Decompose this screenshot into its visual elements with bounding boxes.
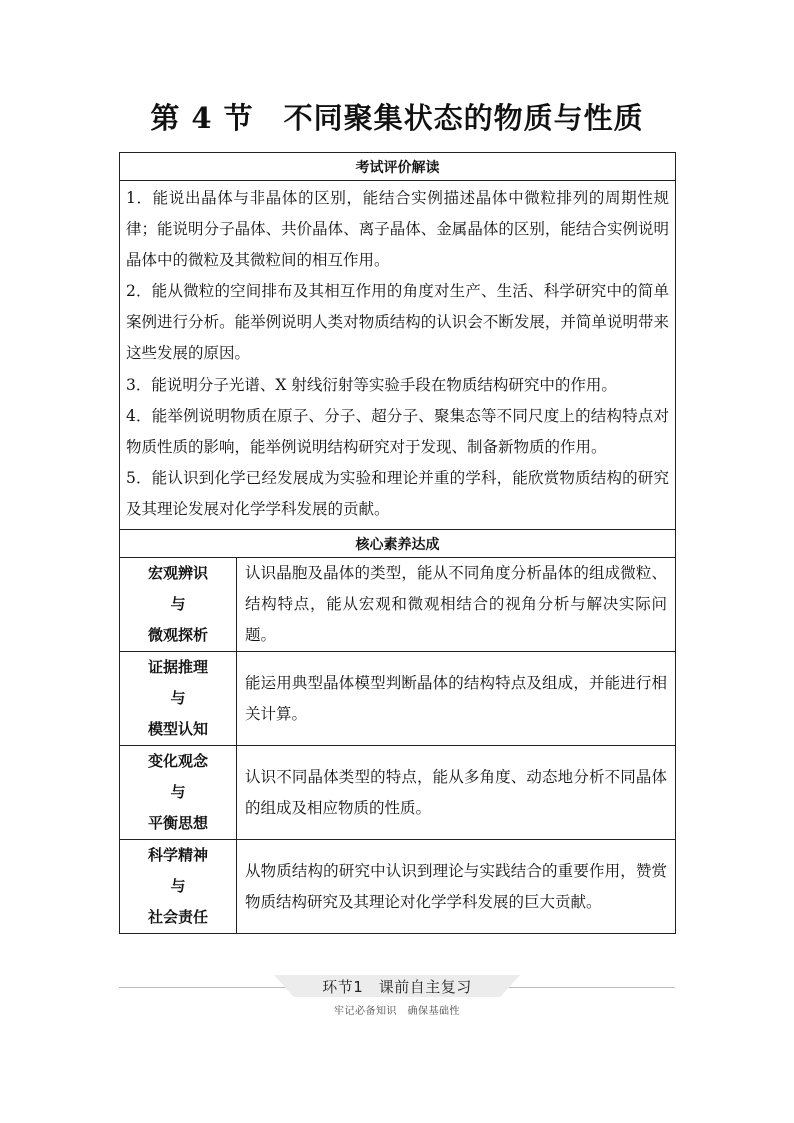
competency-label-top: 科学精神 bbox=[147, 846, 208, 865]
page-title: 第 4 节 不同聚集状态的物质与性质 bbox=[150, 101, 644, 135]
competency-description: 能运用典型晶体模型判断晶体的结构特点及组成，并能进行相关计算。 bbox=[237, 652, 676, 746]
competency-label bbox=[120, 840, 237, 934]
divider-line-right bbox=[495, 987, 675, 988]
competency-description: 认识晶胞及晶体的类型，能从不同角度分析晶体的组成微粒、结构特点，能从宏观和微观相结合的视角分析与解决实际问题。 bbox=[237, 558, 676, 652]
competency-label-connector: 与 bbox=[170, 783, 186, 802]
syllabus-table bbox=[119, 152, 676, 934]
competency-label bbox=[120, 558, 237, 652]
competency-header: 核心素养达成 bbox=[120, 530, 676, 558]
competency-label-top: 证据推理 bbox=[147, 658, 208, 677]
objective-item-5: 5．能认识到化学已经发展成为实验和理论并重的学科，能欣赏物质结构的研究及其理论发展对化学学科发展的贡献。 bbox=[126, 468, 669, 518]
competency-row bbox=[120, 746, 676, 840]
competency-label bbox=[120, 746, 237, 840]
competency-label-bottom: 微观探析 bbox=[147, 626, 208, 645]
competency-label-top: 变化观念 bbox=[147, 752, 208, 771]
objective-item-4: 4．能举例说明物质在原子、分子、超分子、聚集态等不同尺度上的结构特点对物质性质的影响，能举例说明结构研究对于发现、制备新物质的作用。 bbox=[126, 406, 669, 456]
competency-label-bottom: 社会责任 bbox=[147, 908, 208, 927]
section-subtitle: 牢记必备知识 确保基础性 bbox=[334, 1006, 460, 1017]
competency-label-bottom: 平衡思想 bbox=[147, 814, 208, 833]
competency-label-bottom: 模型认知 bbox=[147, 720, 208, 739]
competency-description: 从物质结构的研究中认识到理论与实践结合的重要作用，赞赏物质结构研究及其理论对化学学科发展的巨大贡献。 bbox=[237, 840, 676, 934]
competency-row bbox=[120, 840, 676, 934]
section-title: 环节1 课前自主复习 bbox=[322, 978, 472, 996]
competency-label-connector: 与 bbox=[170, 595, 186, 614]
competency-row bbox=[120, 558, 676, 652]
section-footer bbox=[119, 975, 675, 1015]
objective-item-3: 3．能说明分子光谱、X 射线衍射等实验手段在物质结构研究中的作用。 bbox=[126, 375, 617, 394]
competency-description: 认识不同晶体类型的特点，能从多角度、动态地分析不同晶体的组成及相应物质的性质。 bbox=[237, 746, 676, 840]
evaluation-header: 考试评价解读 bbox=[120, 153, 676, 181]
competency-label-connector: 与 bbox=[170, 877, 186, 896]
competency-label-top: 宏观辨识 bbox=[147, 564, 208, 583]
objective-item-1: 1．能说出晶体与非晶体的区别，能结合实例描述晶体中微粒排列的周期性规律；能说明分子晶体、共价晶体、离子晶体、金属晶体的区别，能结合实例说明晶体中的微粒及其微粒间的相互作用。 bbox=[126, 189, 669, 270]
competency-label-connector: 与 bbox=[170, 689, 186, 708]
evaluation-objectives bbox=[120, 181, 676, 530]
objective-item-2: 2．能从微粒的空间排布及其相互作用的角度对生产、生活、科学研究中的简单案例进行分析。能举例说明人类对物质结构的认识会不断发展，并简单说明带来这些发展的原因。 bbox=[126, 282, 669, 363]
divider-line-left bbox=[119, 987, 299, 988]
competency-label bbox=[120, 652, 237, 746]
competency-row bbox=[120, 652, 676, 746]
